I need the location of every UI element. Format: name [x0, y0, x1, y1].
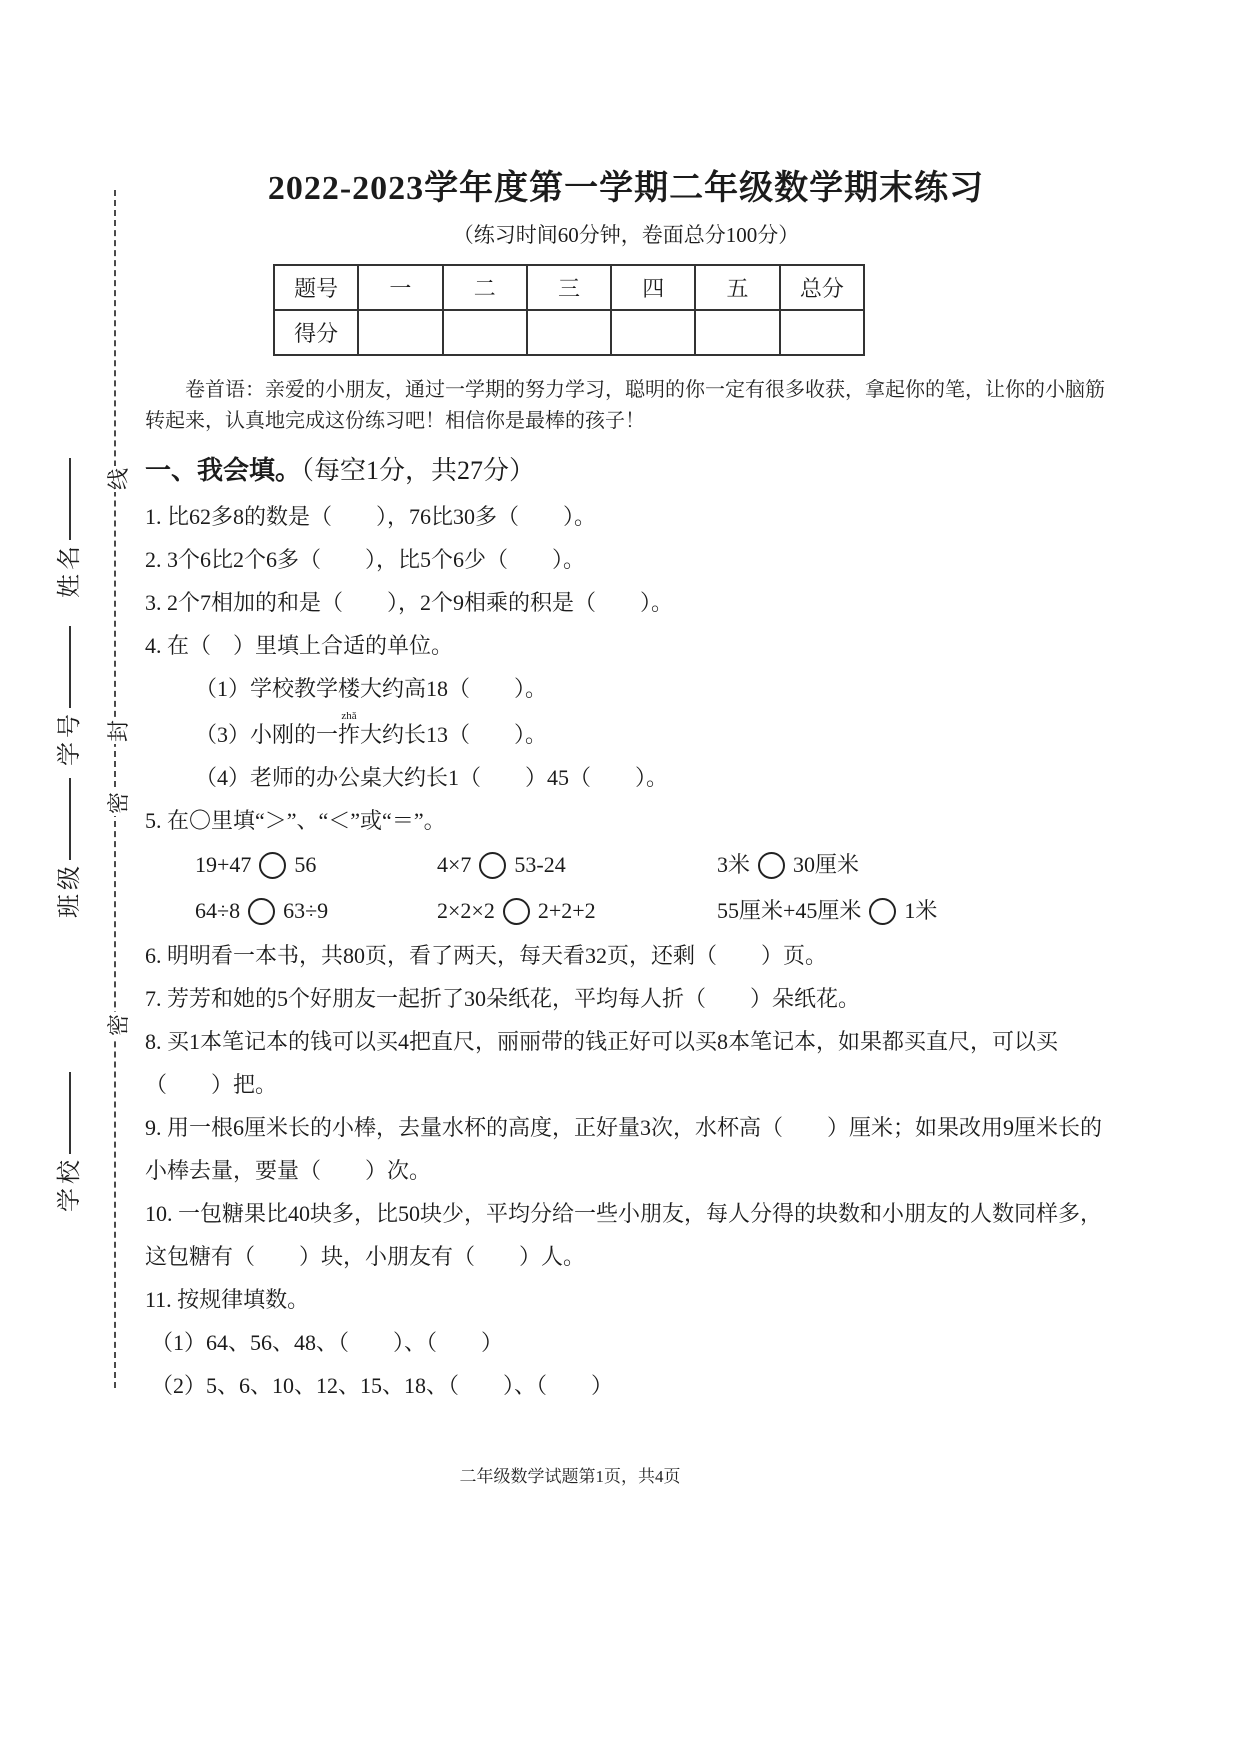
comparison-2-left: 4×7: [437, 852, 472, 877]
question-7: 7. 芳芳和她的5个好朋友一起折了30朵纸花，平均每人折（ ）朵纸花。: [145, 986, 861, 1011]
question-11-sub-2: （2）5、6、10、12、15、18、（ ）、（ ）: [151, 1373, 614, 1398]
question-10: 10. 一包糖果比40块多，比50块少，平均分给一些小朋友，每人分得的块数和小朋友的人数同样多，这包糖有（ ）块，小朋友有（ ）人。: [145, 1201, 1103, 1269]
school-fill-line: [67, 1072, 71, 1154]
comparison-4-left: 64÷8: [195, 898, 241, 923]
question-6: 6. 明明看一本书，共80页，看了两天，每天看32页，还剩（ ）页。: [145, 943, 828, 968]
question-3: 3. 2个7相加的和是（ ），2个9相乘的积是（ ）。: [145, 590, 674, 615]
page-footer: 二年级数学试题第1页，共4页: [459, 1467, 681, 1486]
score-table-header-row: [274, 265, 864, 310]
seal-label-student-id-text: 学号: [57, 710, 83, 766]
name-fill-line: [67, 458, 71, 540]
exam-title: 2022-2023学年度第一学期二年级数学期末练习: [267, 170, 985, 207]
seal-label-student-id: [57, 626, 83, 766]
score-header-2: 二: [443, 265, 527, 310]
question-4-stem: 4. 在（ ）里填上合适的单位。: [145, 633, 454, 658]
comparison-3-circle: [758, 852, 785, 879]
score-table-score-row: [274, 310, 864, 355]
comparison-1-right: 56: [294, 852, 317, 877]
score-cell-empty-5: [695, 310, 779, 355]
comparison-1-circle: [259, 852, 286, 879]
score-cell-empty-4: [611, 310, 695, 355]
question-4-sub-1: （1）学校教学楼大约高18（ ）。: [195, 676, 548, 701]
zha-ruby: [338, 710, 361, 747]
question-4-sub-2-prefix: （3）小刚的一: [195, 722, 339, 747]
seal-char-mi-2: 密: [101, 1012, 137, 1038]
seal-label-class: [57, 778, 83, 918]
seal-label-name-text: 姓名: [57, 542, 83, 598]
intro-paragraph: 卷首语：亲爱的小朋友，通过一学期的努力学习，聪明的你一定有很多收获，拿起你的笔，让你的小脑筋转起来，认真地完成这份练习吧！相信你是最棒的孩子！: [145, 379, 1105, 432]
question-4-sub-3: （4）老师的办公桌大约长1（ ）45（ ）。: [195, 765, 669, 790]
zha-character: 拃: [338, 722, 361, 747]
score-cell-empty-2: [443, 310, 527, 355]
score-header-3: 三: [527, 265, 611, 310]
comparison-2: [437, 842, 717, 888]
comparison-6: [717, 888, 937, 934]
seal-char-feng: 封: [101, 718, 137, 744]
seal-char-xian: 线: [101, 466, 137, 492]
score-header-1: 一: [358, 265, 442, 310]
question-4-sub-2: [145, 710, 1107, 756]
score-header-5: 五: [695, 265, 779, 310]
comparison-5-left: 2×2×2: [437, 898, 495, 923]
question-5-row-2: [145, 888, 1107, 934]
score-cell-empty-1: [358, 310, 442, 355]
zha-pinyin: zhǎ: [338, 710, 361, 722]
seal-label-school-text: 学校: [57, 1156, 83, 1212]
comparison-5-circle: [503, 898, 530, 925]
comparison-6-right: 1米: [904, 898, 938, 923]
seal-label-school: [57, 1072, 83, 1212]
comparison-2-circle: [479, 852, 506, 879]
score-header-timu: 题号: [274, 265, 358, 310]
question-5-row-1: [145, 842, 1107, 888]
question-11-sub-1: （1）64、56、48、（ ）、（ ）: [151, 1330, 504, 1355]
comparison-4-right: 63÷9: [283, 898, 329, 923]
comparison-5: [437, 888, 717, 934]
question-5-stem: 5. 在〇里填“＞”、“＜”或“＝”。: [145, 808, 446, 833]
comparison-2-right: 53-24: [514, 852, 566, 877]
exam-page: [145, 168, 1107, 1407]
score-table: [273, 264, 865, 356]
question-4-sub-2-suffix: 大约长13（ ）。: [360, 722, 548, 747]
score-header-4: 四: [611, 265, 695, 310]
exam-subtitle: （练习时间60分钟，卷面总分100分）: [452, 223, 800, 247]
comparison-1: [195, 842, 437, 888]
score-label-cell: 得分: [274, 310, 358, 355]
score-cell-empty-total: [780, 310, 864, 355]
question-1: 1. 比62多8的数是（ ），76比30多（ ）。: [145, 504, 597, 529]
comparison-3-left: 3米: [717, 852, 751, 877]
seal-char-mi-1: 密: [101, 790, 137, 816]
comparison-6-circle: [869, 898, 896, 925]
section-1-heading: [145, 450, 1107, 492]
comparison-6-left: 55厘米+45厘米: [717, 898, 862, 923]
comparison-3-right: 30厘米: [793, 852, 860, 877]
question-9: 9. 用一根6厘米长的小棒，去量水杯的高度，正好量3次，水杯高（ ）厘米；如果改用9厘米长的小棒去量，要量（ ）次。: [145, 1115, 1103, 1183]
section-1-heading-note: （每空1分，共27分）: [301, 456, 536, 485]
question-11-stem: 11. 按规律填数。: [145, 1287, 310, 1312]
comparison-4: [195, 888, 437, 934]
score-cell-empty-3: [527, 310, 611, 355]
section-1-heading-main: 一、我会填。: [145, 456, 302, 485]
class-fill-line: [67, 778, 71, 860]
seal-label-name: [57, 458, 83, 598]
comparison-1-left: 19+47: [195, 852, 252, 877]
comparison-3: [717, 842, 859, 888]
score-header-total: 总分: [780, 265, 864, 310]
student-id-fill-line: [67, 626, 71, 708]
questions-section-1: [145, 495, 1107, 1407]
question-2: 2. 3个6比2个6多（ ），比5个6少（ ）。: [145, 547, 586, 572]
comparison-5-right: 2+2+2: [537, 898, 596, 923]
seal-label-class-text: 班级: [57, 862, 83, 918]
question-8: 8. 买1本笔记本的钱可以买4把直尺，丽丽带的钱正好可以买8本笔记本，如果都买直尺，可以买（ ）把。: [145, 1029, 1059, 1097]
comparison-4-circle: [248, 898, 275, 925]
